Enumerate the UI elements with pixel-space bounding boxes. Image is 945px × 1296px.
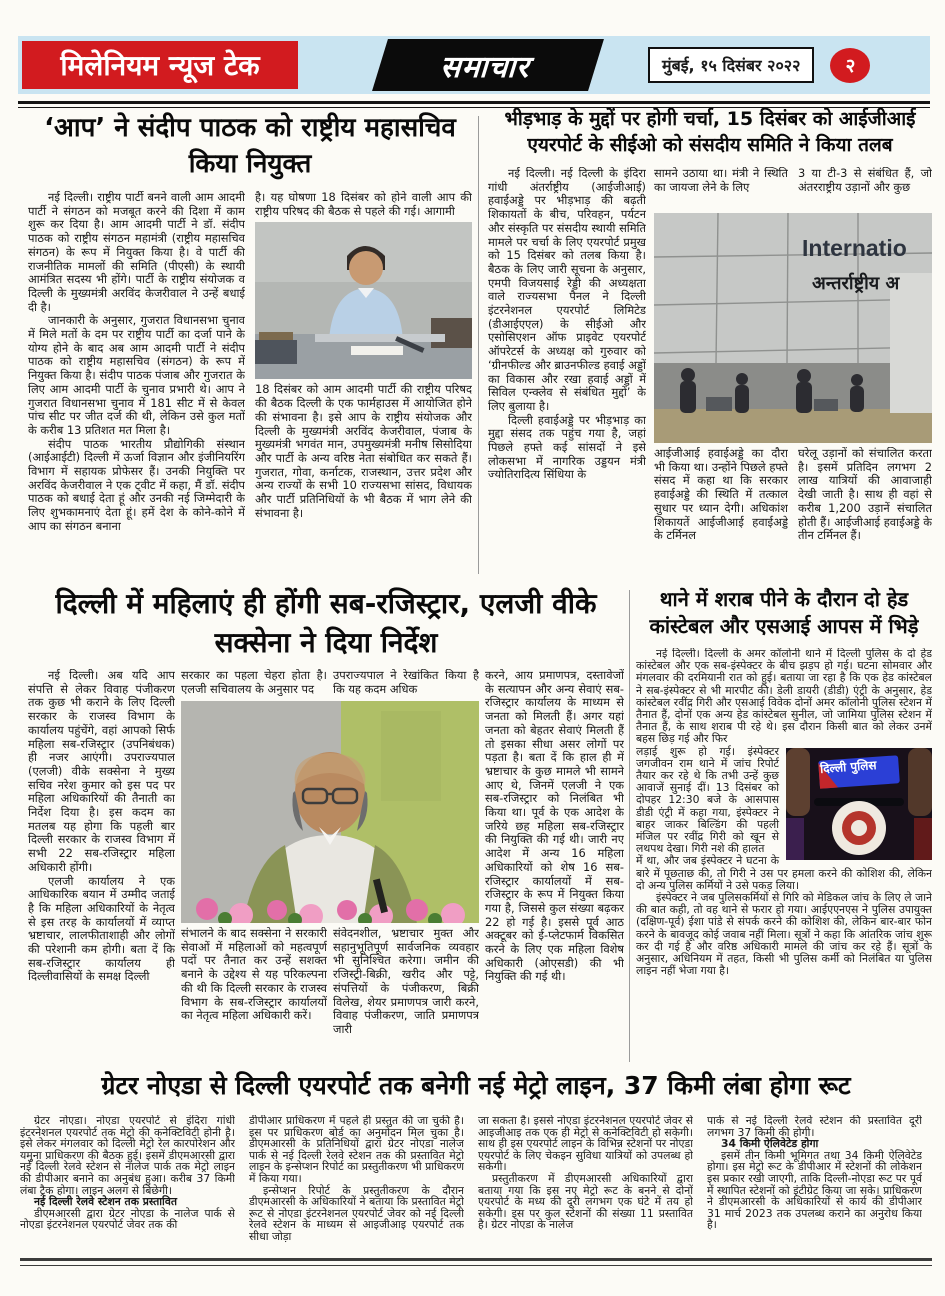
paragraph: लड़ाई शुरू हो गई। इंस्पेक्टर जगजीवन राम थाने में जांच रिपोर्ट तैयार कर रहे थे कि तभी उन्हें कुछ आवाजें सुनाई दीं। 13 दिसंबर को दोपहर 12:30 बजे के आसपास डीडी एंट्री में कहा गया, इंस्पेक्टर ने बाहर जाकर बिल्डिंग की पहली मंजिल पर रवींद्र गिरी को खून से लथपथ देखा। गिरी नशे की हालत — [636, 744, 779, 856]
masthead-strip — [18, 36, 930, 94]
delhi-police-sign: दिल्ली पुलिस — [819, 757, 877, 776]
paragraph: डीपीआर प्राधिकरण में पहले ही प्रस्तुत की जा चुकी है। इस पर प्राधिकरण बोर्ड का अनुमोदन मिल चुका है। डीएमआरसी के प्रतिनिधियों द्वारा ग्रेटर नोएडा नालेज पार्क से नई दिल्ली रेलवे स्टेशन तक की प्रस्तावित मेट्रो लाइन के इन्सेप्शन रिपोर्ट का प्रस्तुतीकरण भी प्राधिकरण में किया गया। — [249, 1115, 464, 1185]
article-police-body — [636, 648, 932, 977]
paragraph: है। यह घोषणा 18 दिसंबर को होने वाली आप की राष्ट्रीय परिषद की बैठक से पहले की गई। आगामी — [255, 191, 472, 218]
article-metro-col3 — [478, 1115, 693, 1243]
article-metro-col4 — [707, 1115, 922, 1243]
paragraph: में था, और जब इंस्पेक्टर ने घटना के बारे में पूछताछ की, तो गिरी ने उस पर हमला करने की कोशिश की, लेकिन दो अन्य पुलिस कर्मियों ने उसे पकड़ लिया। — [636, 854, 932, 892]
airport-sign-english: Internatio — [802, 235, 907, 261]
page-number-badge — [830, 48, 870, 83]
paragraph: करने, आय प्रमाणपत्र, दस्तावेजों के सत्यापन और अन्य सेवाएं सब-रजिस्ट्रार कार्यालय के माध्यम से जनता को मिलती हैं। अगर यहां जनता को बेहतर सेवाएं मिलती हैं तो इसका सीधा असर लोगों पर पड़ता है। बता दें कि हाल ही में भ्रष्टाचार के कुछ मामले भी सामने आए थे, जिनमें एलजी ने एक सब-रजिस्ट्रार को निलंबित भी किया था। पूर्व के एक आदेश के जरिये छह महिला सब-रजिस्ट्रार की नियुक्ति की गई थी। जारी नए आदेश में अन्य 16 महिला अधिकारियों को शेष 16 सब-रजिस्ट्रार कार्यालयों में सब-रजिस्ट्रार के रूप में नियुक्त किया गया है, जिससे कुल संख्या बढ़कर 22 हो गई है। इससे पूर्व आठ अक्टूबर को ई-प्लेटफार्म विकसित करने के लिए एक महिला विशेष अधिकारी (ओएसडी) की भी नियुक्ति की गई थी। — [485, 669, 624, 984]
article-registrar-col1 — [28, 669, 175, 1037]
article-metro-headline: ग्रेटर नोएडा से दिल्ली एयरपोर्ट तक बनेगी नई मेट्रो लाइन, 37 किमी लंबा होगा रूट — [101, 1071, 851, 1100]
article-airport-right-block — [654, 167, 932, 543]
article-airport-body — [488, 167, 932, 543]
article-aap-body — [28, 191, 472, 534]
article-igi-airport — [488, 106, 932, 580]
paragraph: डीएमआरसी द्वारा ग्रेटर नोएडा के नालेज पार्क से नोएडा इंटरनेशनल एयरपोर्ट जेवर तक की — [20, 1206, 235, 1232]
column-divider — [478, 116, 479, 574]
paragraph: एलजी कार्यालय ने एक आधिकारिक बयान में उम्मीद जताई है कि महिला अधिकारियों के नेतृत्व से इस तरह के कार्यालयों में व्याप्त भ्रष्टाचार, लालफीताशाही और लोगों की परेशानी कम होगी। बता दें कि सब-रजिस्ट्रार कार्यालय ही दिल्लीवासियों के समक्ष दिल्ली — [28, 873, 175, 984]
article-aap-pathak — [28, 110, 472, 578]
paragraph: दिल्ली हवाईअड्डे पर भीड़भाड़ का मुद्दा संसद तक पहुंच गया है, जहां पिछले हफ्ते कई सांसदों ने इसे लोकसभा में नागरिक उड्डयन मंत्री ज्योतिरादित्य सिंधिया के — [488, 412, 646, 482]
article-airport-top-fragments — [654, 167, 932, 210]
article-aap-col2 — [255, 191, 472, 534]
page-number: २ — [845, 55, 856, 77]
article-registrar-bottom-fragments — [181, 927, 479, 1037]
paragraph: 3 या टी-3 से संबंधित हैं, जो अंतरराष्ट्रीय उड़ानों और कुछ — [798, 167, 932, 194]
article-metro-col2 — [249, 1115, 464, 1243]
article-registrar-headline: दिल्ली में महिलाएं ही होंगी सब-रजिस्ट्रार, एलजी वीके सक्सेना ने दिया निर्देश — [55, 587, 597, 659]
paragraph: सामने उठाया था। मंत्री ने स्थिति का जायजा लेने के लिए — [654, 167, 788, 194]
paragraph: उपराज्यपाल ने रेखांकित किया है कि यह कदम अधिक — [333, 669, 479, 696]
paragraph: संभालने के बाद सक्सेना ने सरकारी सेवाओं में महिलाओं को महत्वपूर्ण पदों पर तैनात कर उन्हें सशक्त बनाने के उद्देश्य से यह परिकल्पना की थी कि दिल्ली सरकार के राजस्व विभाग के सब-रजिस्ट्रार कार्यालयों का नेतृत्व महिला अधिकारी करें। — [181, 927, 327, 1023]
paragraph: नई दिल्ली। राष्ट्रीय पार्टी बनने वाली आम आदमी पार्टी ने संगठन को मजबूत करने की दिशा में काम शुरू कर दिया है। आम आदमी पार्टी ने डॉ. संदीप पाठक को राष्ट्रीय संगठन महामंत्री (राष्ट्रीय महासचिव संगठन) के रूप में नियुक्त किया है। वे पार्टी की राजनीतिक मामलों की समिति (पीएसी) के स्थायी आमंत्रित सदस्य भी होंगे। पार्टी के राष्ट्रीय संयोजक व दिल्ली के मुख्यमंत्री अरविंद केजरीवाल ने उन्हें बधाई दी है। — [28, 191, 245, 314]
paragraph: संदीप पाठक भारतीय प्रौद्योगिकी संस्थान (आईआईटी) दिल्ली में ऊर्जा विज्ञान और इंजीनियरिंग विभाग में सहायक प्रोफेसर हैं। उनकी नियुक्ति पर अरविंद केजरीवाल ने एक ट्वीट में कहा, मैं डॉ. संदीप पाठक को बधाई देता हूं और उनकी नई जिम्मेदारी के लिए शुभकामनाएं देता हूं। हमें देश के कोने-कोने में आप का संगठन बनाना — [28, 436, 245, 533]
paragraph: इन्सेप्शन रिपोर्ट के प्रस्तुतीकरण के दौरान डीएमआरसी के अधिकारियों ने बताया कि प्रस्तावित मेट्रो रूट से नोएडा इंटरनेशनल एयरपोर्ट जेवर को नई दिल्ली रेलवे स्टेशन के माध्यम से आइजीआइ एयरपोर्ट तक सीधा जोड़ा — [249, 1183, 464, 1243]
article-airport-bottom-fragments — [654, 447, 932, 543]
paragraph: 18 दिसंबर को आम आदमी पार्टी की राष्ट्रीय परिषद की बैठक दिल्ली के एक फार्महाउस में आयोजित होने की संभावना है। इसे आप के राष्ट्रीय संयोजक और दिल्ली के मुख्यमंत्री अरविंद केजरीवाल, पंजाब के मुख्यमंत्री भगवंत मान, उपमुख्यमंत्री मनीष सिसोदिया और पार्टी के अन्य वरिष्ठ नेता संबोधित कर सकते हैं। गुजरात, गोवा, कर्नाटक, राजस्थान, उत्तर प्रदेश और अन्य राज्यों के सभी 10 राज्यसभा सांसद, विधायक और पार्टी प्रतिनिधियों के भी बैठक में भाग लेने की संभावना है। — [255, 382, 472, 520]
paragraph: प्रस्तुतीकरण में डीएमआरसी अधिकारियों द्वारा बताया गया कि इस नए मेट्रो रूट के बनने से दोनों एयरपोर्ट के मध्य की दूरी लगभग एक घंटे में तय हो सकेगी। इस पर कुल स्टेशनों की संख्या 11 प्रस्तावित है। ग्रेटर नोएडा के नालेज — [478, 1171, 693, 1232]
article-metro-body — [20, 1115, 932, 1243]
photo-vk-saxena — [181, 701, 479, 923]
paragraph: सरकार का पहला चेहरा होता है। एलजी सचिवालय के अनुसार पद — [181, 669, 327, 696]
article-police-scuffle — [636, 586, 932, 1066]
paragraph: आईजीआई हवाईअड्डे का दौरा भी किया था। उन्होंने पिछले हफ्ते संसद में कहा था कि सरकार हवाईअड्डे की स्थिति में तत्काल सुधार पर ध्यान देगी। अधिकांश शिकायतें आईजीआई हवाईअड्डे के टर्मिनल — [654, 447, 788, 543]
article-police-wrap-block — [636, 746, 932, 856]
photo-igi-airport-terminal — [654, 213, 932, 443]
article-sub-registrar — [28, 584, 624, 1066]
column-divider — [629, 590, 630, 1062]
paragraph: पार्क से नई दिल्ली रेलवे स्टेशन की प्रस्तावित दूरी लगभग 37 किमी की होगी। — [707, 1115, 922, 1139]
article-metro-col1 — [20, 1115, 235, 1243]
dateline-box — [648, 47, 814, 83]
article-airport-col1 — [488, 167, 646, 543]
paragraph: जानकारी के अनुसार, गुजरात विधानसभा चुनाव में मिले मतों के दम पर राष्ट्रीय पार्टी का दर्जा पाने के योग्य होने के बाद अब आम आदमी पार्टी ने संदीप पाठक को राष्ट्रीय महासचिव (संगठन) के रूप में नियुक्त किया है। संदीप पाठक पंजाब और गुजरात के लिए आम आदमी पार्टी के चुनाव प्रभारी थे। आप ने गुजरात विधानसभा चुनाव में 181 सीट में से केवल पांच सीट पर जीत दर्ज की थी, लेकिन उसे कुल मतों के करीब 13 प्रतिशत मत मिला है। — [28, 313, 245, 437]
paragraph: नई दिल्ली। दिल्ली के अमर कॉलोनी थाने में दिल्ली पुलिस के दो हेड कांस्टेबल और एक सब-इंस्पेक्टर के बीच झड़प हो गई। घटना सोमवार और मंगलवार की दरमियानी रात को हुई। बताया जा रहा है कि एक हेड कांस्टेबल ने सब-इंस्पेक्टर से भी मारपीट की। डेली डायरी (डीडी) एंट्री के अनुसार, हेड कांस्टेबल रवींद्र गिरी और एसआई विवेक दोनों अमर कॉलोनी पुलिस स्टेशन में तैनात हैं, दोनों एक अन्य हेड कांस्टेबल सुनील, जो जामिया पुलिस स्टेशन में तैनात हैं, के साथ शराब पी रहे थे। इस दौरान किसी बात को लेकर उनमें बहस छिड़ गई और फिर — [636, 648, 932, 746]
subheading: नई दिल्ली रेलवे स्टेशन तक प्रस्तावित — [34, 1195, 178, 1209]
paragraph: घरेलू उड़ानों को संचालित करता है। इसमें प्रतिदिन लगभग 2 लाख यात्रियों की आवाजाही देखी जाती है। साथ ही वहां से करीब 1,200 उड़ानें संचालित होती हैं। आईजीआई हवाईअड्डे के तीन टर्मिनल हैं। — [798, 447, 932, 543]
paragraph: नई दिल्ली। नई दिल्ली के इंदिरा गांधी अंतर्राष्ट्रीय (आईजीआई) हवाईअड्डे पर भीड़भाड़ की बढ़ती शिकायतों के बीच, परिवहन, पर्यटन और संस्कृति पर संसदीय स्थायी समिति मामले पर चर्चा के लिए एयरपोर्ट प्रमुख को 15 दिसंबर को तलब किया है। बैठक के लिए जारी सूचना के अनुसार, एमपी विजयसाई रेड्डी की अध्यक्षता वाले राज्यसभा पैनल ने दिल्ली इंटरनेशनल एयरपोर्ट लिमिटेड (डीआईएएल) के सीईओ और एसोसिएशन ऑफ प्राइवेट एयरपोर्ट ऑपरेटर्स के अध्यक्ष को गुरुवार को ‘ग्रीनफील्ड और ब्राउनफील्ड हवाई अड्डों का विकास और रखा हवाई अड्डों में सिविल एन्क्लेव से संबंधित मुद्दों’ के लिए बुलाया है। — [488, 167, 646, 413]
photo-saxena-graphic — [181, 701, 479, 923]
article-registrar-body — [28, 669, 624, 1037]
photo-sandeep-pathak-graphic — [255, 222, 472, 379]
footer-divider — [20, 1258, 932, 1266]
article-registrar-middle-block — [181, 669, 479, 1037]
subheading: 34 किमी ऐलिवेटेड होगा — [721, 1137, 819, 1151]
article-metro-line — [20, 1068, 932, 1256]
photo-sandeep-pathak — [255, 222, 472, 379]
article-police-headline: थाने में शराब पीने के दौरान दो हेड कांस्टेबल और एसआई आपस में भिड़े — [649, 587, 919, 638]
section-name: समाचार — [437, 49, 538, 85]
airport-sign-hindi: अन्तर्राष्ट्रीय अ — [812, 273, 900, 294]
paragraph: ग्रेटर नोएडा। नोएडा एयरपोर्ट से इंदिरा गांधी इंटरनेशनल एयरपोर्ट तक मेट्रो की कनेक्टिविटी होनी है। इसे लेकर मंगलवार को दिल्ली मेट्रो रेल कारपोरेशन और यमुना प्राधिकरण की बैठक हुई। इसमें डीएमआरसी द्वारा नई दिल्ली रेलवे स्टेशन से नालेज पार्क तक मेट्रो लाइन की डीपीआर बनाने का अनुबंध हुआ। करीब 37 किमी लंबा ट्रैक होगा। लाइन अलग से बिछेगी। — [20, 1115, 235, 1197]
article-aap-col1 — [28, 191, 245, 534]
article-registrar-top-fragments — [181, 669, 479, 698]
article-registrar-col4 — [485, 669, 624, 1037]
article-aap-headline: ‘आप’ ने संदीप पाठक को राष्ट्रीय महासचिव किया नियुक्त — [44, 113, 456, 179]
dateline-text: मुंबई, १५ दिसंबर २०२२ — [662, 56, 801, 75]
newspaper-title: मिलेनियम न्यूज टेक — [60, 49, 260, 82]
photo-delhi-police — [786, 748, 932, 860]
paragraph: संवेदनशील, भ्रष्टाचार मुक्त और सहानुभूतिपूर्ण सार्वजनिक व्यवहार भी सुनिश्चित करेगा। जमीन की रजिस्ट्री-बिक्री, खरीद और पट्टे, संपत्तियों के पंजीकरण, बिक्री विलेख, शेयर प्रमाणपत्र जारी करने, विवाह पंजीकरण, जाति प्रमाणपत्र जारी — [333, 927, 479, 1036]
newspaper-logo — [22, 41, 298, 89]
section-banner — [372, 39, 604, 91]
article-airport-headline: भीड़भाड़ के मुद्दों पर होगी चर्चा, 15 दिसंबर को आईजीआई एयरपोर्ट के सीईओ को संसदीय समिति ने किया तलब — [504, 108, 916, 156]
paragraph: इसमें तीन किमी भूमिगत तथा 34 किमी ऐलिवेटेड होगा। इस मेट्रो रूट के डीपीआर में स्टेशनों की लोकेशन इस प्रकार रखी जाएगी, ताकि दिल्ली-नोएडा रूट पर पूर्व में स्थापित स्टेशनों को इंटीग्रेट किया जा सके। प्राधिकरण ने डीएमआरसी के अधिकारियों से कार्य की डीपीआर 31 मार्च 2023 तक उपलब्ध कराने का अनुरोध किया है। — [707, 1148, 922, 1232]
paragraph: नई दिल्ली। अब यदि आप संपत्ति से लेकर विवाह पंजीकरण तक कुछ भी कराने के लिए दिल्ली सरकार के राजस्व विभाग के कार्यालय पहुंचेंगे, वहां आपको सिर्फ महिला सब-रजिस्ट्रार (उपनिबंधक) ही नजर आएंगी। उपराज्यपाल (एलजी) वीके सक्सेना ने मुख्य सचिव नरेश कुमार को इस पद पर महिला अधिकारियों की तैनाती का निर्देश दिया है। इस कदम का मतलब यह होगा कि पहली बार दिल्ली सरकार के राजस्व विभाग में सभी 22 सब-रजिस्ट्रार महिला अधिकारी होंगी। — [28, 669, 175, 874]
paragraph: जा सकता है। इससे नोएडा इंटरनेशनल एयरपोर्ट जेवर से आइजीआइ तक एक ही मेट्रो से कनेक्टिविटी हो सकेगी। साथ ही इस एयरपोर्ट लाइन के विभिन्न स्टेशनों पर नोएडा एयरपोर्ट के लिए चेकइन सुविधा यात्रियों को उपलब्ध हो सकेगी। — [478, 1115, 693, 1174]
paragraph: इंस्पेक्टर ने जब पुलिसकर्मियों से गिरि को मेडिकल जांच के लिए ले जाने की बात कही, तो वह थाने से फरार हो गया। आईएएनएस ने पुलिस उपायुक्त (दक्षिण-पूर्व) ईशा पांडे से संपर्क करने की कोशिश की, लेकिन बार-बार फोन करने के बावजूद कोई जवाब नहीं मिला। सूत्रों ने कहा कि आंतरिक जांच शुरू कर दी गई है और वरिष्ठ अधिकारी मामले की जांच कर रहे हैं। सूत्रों के अनुसार, अधिनियम में तहत, किसी भी पुलिस कर्मी को निलंबित या पुलिस लाइन नहीं भेजा गया है। — [636, 891, 932, 978]
